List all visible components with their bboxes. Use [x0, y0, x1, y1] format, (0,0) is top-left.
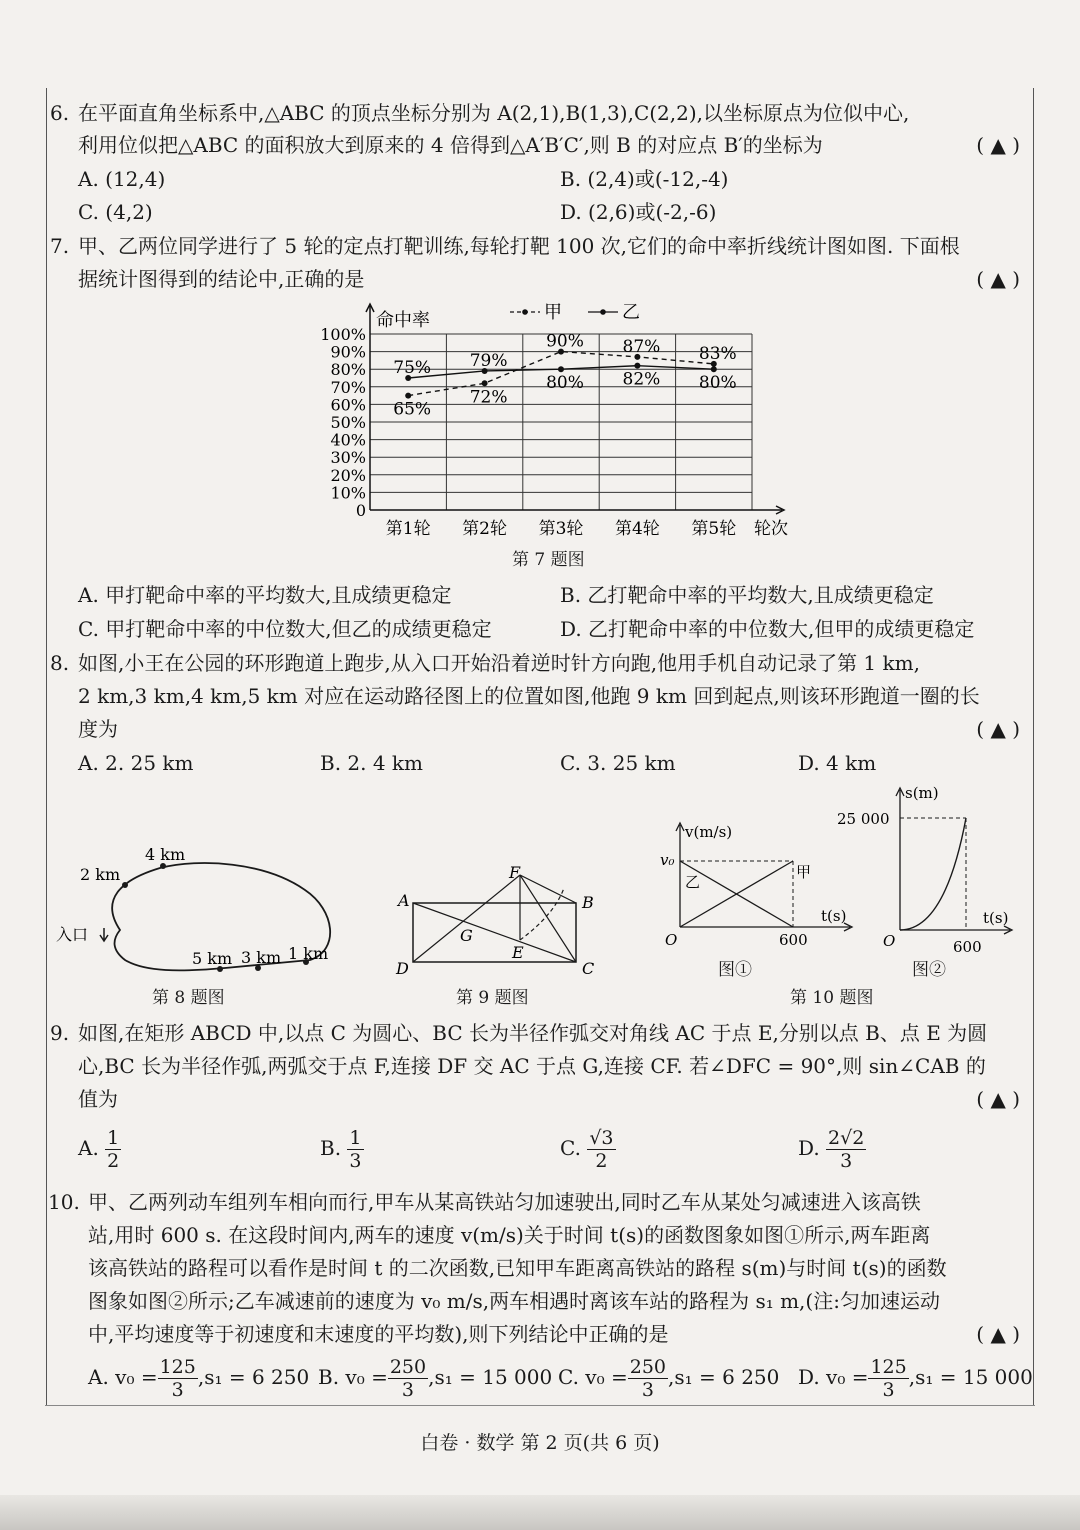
q9-label-a: A [398, 891, 410, 910]
q10-fig2-xlabel: t(s) [983, 909, 1009, 927]
chart7-legend-label: 乙 [622, 302, 640, 323]
q10-fig1-ylabel: v(m/s) [685, 823, 733, 841]
q6-option-a: A. (12,4) [78, 167, 166, 191]
q7-line-chart [310, 298, 790, 548]
q8-option-a: A. 2. 25 km [78, 751, 194, 775]
chart7-data-label: 79% [469, 350, 508, 371]
chart7-data-point [482, 380, 488, 386]
q10-fig2-y-tick: 25 000 [837, 810, 890, 828]
q8-option-c: C. 3. 25 km [560, 751, 676, 775]
q9-text-line3: 值为 [78, 1087, 118, 1111]
q10-answer-mark: ( ▲ ) [976, 1322, 1020, 1346]
q9-option-c-fraction [587, 1127, 615, 1172]
left-margin-line [46, 88, 47, 1406]
q10-option-b-label: B. v₀ = [318, 1365, 388, 1389]
q7-option-b: B. 乙打靶命中率的平均数大,且成绩更稳定 [560, 583, 934, 607]
q8-label-4km: 4 km [145, 845, 186, 864]
q10-option-b-fraction [388, 1356, 428, 1401]
q8-entry-arrow [100, 928, 108, 941]
q9-number: 9. [50, 1021, 70, 1045]
q8-figure-caption: 第 8 题图 [152, 988, 225, 1008]
q9-option-c [560, 1127, 616, 1172]
q10-text-line4: 图象如图②所示;乙车减速前的速度为 v₀ m/s,两车相遇时离该车站的路程为 s₁ m,(注:匀加速运动 [88, 1289, 940, 1313]
q9-segment-cf [520, 875, 576, 962]
chart7-data-label: 87% [622, 336, 661, 357]
chart7-data-point [558, 366, 564, 372]
q6-text-line1: 在平面直角坐标系中,△ABC 的顶点坐标分别为 A(2,1),B(1,3),C(2,2),以坐标原点为位似中心, [78, 101, 910, 125]
q10-option-a-label: A. v₀ = [88, 1365, 158, 1389]
chart7-legend-marker [600, 309, 606, 315]
q10-option-b-rest: ,s₁ = 15 000 [428, 1365, 553, 1389]
q10-figure-caption: 第 10 题图 [790, 988, 874, 1008]
chart7-legend-label: 甲 [544, 302, 562, 323]
q10-option-d-fraction [868, 1356, 908, 1401]
q8-point-2km [122, 882, 128, 888]
q9-text-line2: 心,BC 长为半径作弧,两弧交于点 F,连接 DF 交 AC 于点 G,连接 CF. 若∠DFC = 90°,则 sin∠CAB 的 [78, 1054, 986, 1078]
chart7-x-tick-label: 第2轮 [462, 519, 508, 539]
q9-label-d: D [396, 959, 409, 978]
q9-option-d-numerator: 2√2 [828, 1127, 865, 1149]
q9-figure-caption: 第 9 题图 [456, 988, 529, 1008]
chart7-data-point [634, 363, 640, 369]
right-margin-line [1033, 88, 1034, 1406]
q10-fig2-curve [900, 818, 966, 930]
q8-answer-mark: ( ▲ ) [976, 717, 1020, 741]
q10-option-c [558, 1356, 779, 1401]
q9-option-b [320, 1127, 364, 1172]
q6-answer-mark: ( ▲ ) [976, 133, 1020, 157]
q9-option-a [78, 1127, 121, 1172]
q9-segment-df [413, 875, 520, 962]
chart7-data-point [405, 393, 411, 399]
q10-option-b [318, 1356, 552, 1401]
q10-option-d [798, 1356, 1033, 1401]
q10-number: 10. [48, 1190, 80, 1214]
q10-fig2-caption: 图② [912, 960, 946, 980]
chart7-x-tick-label: 第4轮 [614, 519, 660, 539]
q10-fig1-yi-label: 乙 [685, 873, 701, 891]
chart7-y-tick-label: 30% [330, 448, 366, 468]
q6-number: 6. [50, 101, 70, 125]
chart7-y-axis-label: 命中率 [376, 310, 430, 331]
q7-text-line2: 据统计图得到的结论中,正确的是 [78, 267, 365, 291]
chart7-data-label: 80% [698, 373, 737, 394]
q9-option-d-label: D. [798, 1136, 820, 1160]
q10-fig1-jia-label: 甲 [796, 863, 812, 881]
chart7-data-label: 72% [469, 387, 508, 408]
chart7-data-label: 90% [546, 331, 584, 352]
chart7-data-label: 83% [698, 343, 737, 364]
chart7-y-tick-label: 20% [330, 465, 366, 485]
q9-option-b-numerator: 1 [349, 1127, 362, 1149]
q6-option-c: C. (4,2) [78, 200, 153, 224]
q7-figure-caption: 第 7 题图 [512, 550, 585, 570]
q10-fig2-origin: O [883, 932, 896, 950]
q8-text-line2: 2 km,3 km,4 km,5 km 对应在运动路径图上的位置如图,他跑 9 km 回到起点,则该环形跑道一圈的长 [78, 684, 980, 708]
chart7-x-tick-label: 第3轮 [538, 519, 584, 539]
q10-option-d-denominator: 3 [882, 1379, 895, 1401]
q7-text-line1: 甲、乙两位同学进行了 5 轮的定点打靶训练,每轮打靶 100 次,它们的命中率折线统计图如图. 下面根 [78, 234, 960, 258]
chart7-y-tick-label: 0 [355, 501, 366, 520]
q8-option-d: D. 4 km [798, 751, 877, 775]
q8-track-figure [50, 840, 350, 980]
q10-option-b-denominator: 3 [401, 1379, 415, 1401]
q9-label-b: B [582, 893, 594, 912]
q10-option-c-numerator: 250 [629, 1356, 667, 1378]
chart7-y-tick-label: 100% [320, 325, 366, 344]
chart7-data-label: 80% [546, 373, 584, 394]
q10-option-a [88, 1356, 309, 1401]
q10-text-line3: 该高铁站的路程可以看作是时间 t 的二次函数,已知甲车距离高铁站的路程 s(m)与时间 t(s)的函数 [88, 1256, 947, 1280]
chart7-y-tick-label: 40% [330, 430, 366, 450]
q8-option-b: B. 2. 4 km [320, 751, 424, 775]
q8-label-5km: 5 km [192, 949, 233, 968]
page-footer: 白卷 · 数学 第 2 页(共 6 页) [420, 1432, 660, 1454]
q8-label-entry: 入口 [56, 925, 89, 944]
q8-label-3km: 3 km [241, 948, 282, 967]
chart7-y-tick-label: 70% [330, 377, 366, 397]
chart7-y-tick-label: 60% [330, 395, 366, 415]
bottom-rule [45, 1405, 1035, 1406]
q9-option-d-denominator: 3 [840, 1150, 853, 1172]
q8-text-line3: 度为 [78, 717, 118, 741]
q10-fig1-caption: 图① [718, 960, 752, 980]
q10-option-a-rest: ,s₁ = 6 250 [197, 1365, 310, 1389]
q10-option-d-label: D. v₀ = [798, 1365, 869, 1389]
chart7-data-label: 65% [393, 399, 432, 420]
scan-bottom-shadow [0, 1495, 1080, 1530]
q8-number: 8. [50, 651, 70, 675]
q9-rectangle-figure [392, 860, 612, 980]
q9-option-d [798, 1127, 866, 1172]
q10-option-b-numerator: 250 [389, 1356, 427, 1378]
q9-option-b-denominator: 3 [349, 1150, 362, 1172]
chart7-data-label: 82% [622, 369, 661, 390]
q7-option-a: A. 甲打靶命中率的平均数大,且成绩更稳定 [78, 583, 452, 607]
q10-distance-graph [835, 780, 1025, 960]
q10-fig2-ylabel: s(m) [905, 784, 939, 802]
q10-option-c-label: C. v₀ = [558, 1365, 628, 1389]
q10-fig1-x-tick: 600 [779, 931, 808, 949]
chart7-data-point [711, 366, 717, 372]
chart7-x-axis-label: 轮次 [754, 519, 788, 539]
q7-option-d: D. 乙打靶命中率的中位数大,但甲的成绩更稳定 [560, 617, 975, 641]
chart7-data-label: 75% [393, 358, 432, 378]
q10-text-line2: 站,用时 600 s. 在这段时间内,两车的速度 v(m/s)关于时间 t(s)的函数图象如图①所示,两车距离 [88, 1223, 931, 1247]
q8-text-line1: 如图,小王在公园的环形跑道上跑步,从入口开始沿着逆时针方向跑,他用手机自动记录了第 1 km, [78, 651, 920, 675]
q10-text-line1: 甲、乙两列动车组列车相向而行,甲车从某高铁站匀加速驶出,同时乙车从某处匀减速进入该高铁 [88, 1190, 921, 1214]
q9-option-b-label: B. [320, 1136, 342, 1160]
q9-diagonal-ac [413, 903, 576, 962]
q10-option-c-denominator: 3 [641, 1379, 654, 1401]
q10-option-a-denominator: 3 [171, 1379, 184, 1401]
q10-option-a-fraction [158, 1356, 198, 1401]
q7-number: 7. [50, 234, 70, 258]
chart7-x-tick-label: 第1轮 [385, 519, 431, 539]
q9-option-c-denominator: 2 [595, 1150, 608, 1172]
q10-option-a-numerator: 125 [159, 1356, 196, 1378]
q10-velocity-graph [655, 815, 855, 950]
q8-label-1km: 1 km [288, 944, 329, 963]
q9-text-line1: 如图,在矩形 ABCD 中,以点 C 为圆心、BC 长为半径作弧交对角线 AC 于点 E,分别以点 B、点 E 为圆 [78, 1021, 988, 1045]
q9-option-d-fraction [826, 1127, 866, 1172]
chart7-y-tick-label: 50% [330, 413, 366, 432]
q9-option-a-label: A. [78, 1136, 99, 1160]
q10-option-d-numerator: 125 [870, 1356, 907, 1378]
chart7-legend-marker [522, 309, 528, 315]
chart7-y-tick-label: 80% [330, 360, 366, 380]
q9-label-f: F [509, 863, 521, 882]
q9-option-c-numerator: √3 [589, 1127, 614, 1149]
q6-text-line2: 利用位似把△ABC 的面积放大到原来的 4 倍得到△A′B′C′,则 B 的对应点 B′的坐标为 [78, 133, 823, 157]
q10-fig1-v0: v₀ [660, 851, 675, 869]
q9-option-a-fraction [105, 1127, 121, 1172]
q9-option-c-label: C. [560, 1136, 581, 1160]
q9-option-a-numerator: 1 [107, 1127, 120, 1149]
q9-label-g: G [460, 926, 473, 945]
q10-fig1-origin: O [665, 931, 678, 949]
q10-text-line5: 中,平均速度等于初速度和末速度的平均数),则下列结论中正确的是 [88, 1322, 669, 1346]
q10-option-d-rest: ,s₁ = 15 000 [908, 1365, 1033, 1389]
q9-option-b-fraction [347, 1127, 363, 1172]
q9-option-a-denominator: 2 [107, 1150, 120, 1172]
q10-option-c-fraction [628, 1356, 668, 1401]
q6-option-b: B. (2,4)或(-12,-4) [560, 167, 729, 191]
chart7-y-tick-label: 10% [330, 483, 366, 503]
q8-label-2km: 2 km [80, 865, 121, 884]
q6-option-d: D. (2,6)或(-2,-6) [560, 200, 717, 224]
q10-option-c-rest: ,s₁ = 6 250 [668, 1365, 780, 1389]
q10-fig1-xlabel: t(s) [821, 907, 847, 925]
q7-answer-mark: ( ▲ ) [976, 267, 1020, 291]
q9-answer-mark: ( ▲ ) [976, 1087, 1020, 1111]
q9-label-c: C [582, 959, 595, 978]
q9-label-e: E [512, 943, 524, 962]
chart7-x-tick-label: 第5轮 [691, 519, 737, 539]
chart7-y-tick-label: 90% [330, 342, 366, 362]
q7-option-c: C. 甲打靶命中率的中位数大,但乙的成绩更稳定 [78, 617, 492, 641]
q10-fig2-x-tick: 600 [953, 938, 982, 956]
